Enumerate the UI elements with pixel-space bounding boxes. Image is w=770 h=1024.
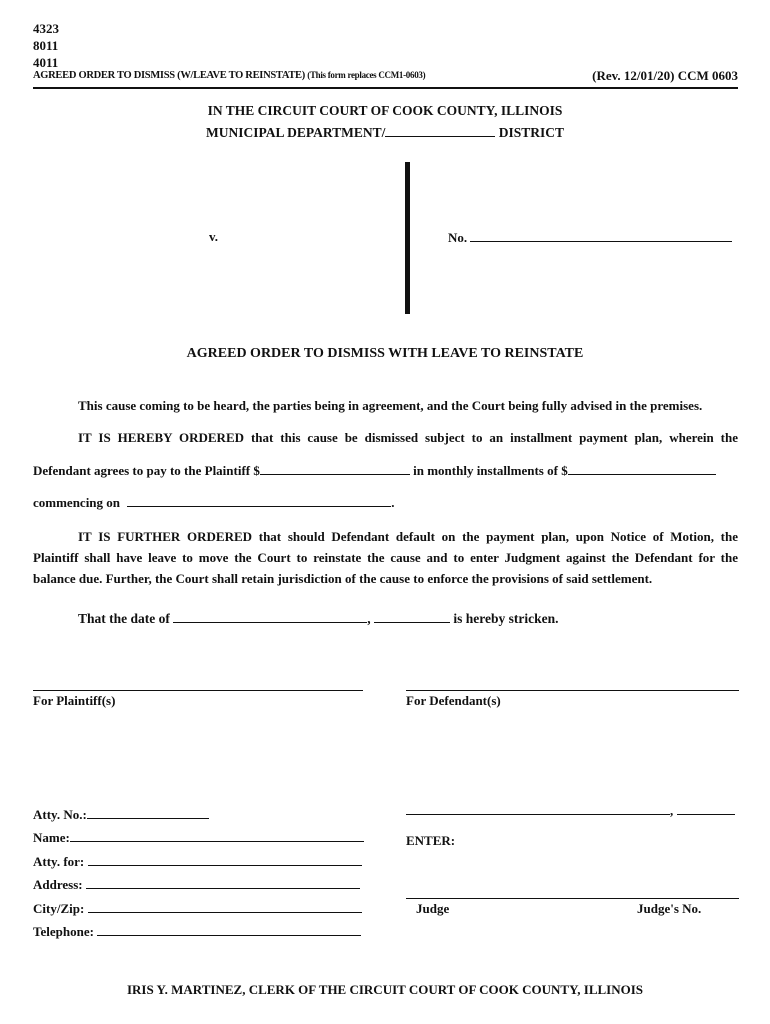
ordered-text-1: that this cause be dismissed subject to an installment payment plan, wherein the	[250, 430, 739, 445]
plaintiff-field[interactable]	[33, 175, 393, 195]
ordered-paragraph-2-line1	[78, 529, 738, 545]
ordered-text-2c: balance due. Further, the Court shall retain jurisdiction of the cause to enforce the provisions of said settlement.	[33, 571, 653, 586]
monthly-amount-field[interactable]	[568, 462, 716, 475]
entry-date-field[interactable]	[406, 802, 670, 815]
plaintiff-signature-field[interactable]	[33, 690, 363, 691]
judge-label: Judge	[416, 901, 450, 916]
comma: ,	[367, 611, 371, 626]
atty-no-field[interactable]	[87, 806, 209, 819]
atty-for-field[interactable]	[88, 853, 362, 866]
payment-middle: in monthly installments of $	[413, 463, 568, 478]
comma: ,	[670, 803, 674, 818]
stricken-date-field[interactable]	[173, 610, 367, 623]
document-title: AGREED ORDER TO DISMISS WITH LEAVE TO REINSTATE	[186, 346, 584, 361]
city-zip-label: City/Zip:	[33, 901, 85, 916]
district-label: DISTRICT	[498, 125, 565, 140]
total-amount-field[interactable]	[260, 462, 410, 475]
case-number-field[interactable]	[470, 229, 732, 242]
ordered-heading-1: IT IS HEREBY ORDERED	[78, 430, 245, 445]
plaintiff-signature-label: For Plaintiff(s)	[33, 693, 116, 708]
form-codes	[33, 20, 59, 71]
judge-number-label: Judge's No.	[637, 901, 702, 916]
department-label: MUNICIPAL DEPARTMENT/	[205, 125, 386, 140]
defendant-signature-field[interactable]	[406, 690, 739, 691]
atty-for-line	[33, 853, 362, 870]
ordered-paragraph-1	[78, 430, 738, 446]
period: .	[391, 495, 395, 510]
address-line	[33, 876, 360, 893]
address-label: Address:	[33, 877, 83, 892]
atty-no-line	[33, 806, 209, 823]
name-line	[33, 829, 364, 846]
form-revision: (Rev. 12/01/20) CCM 0603	[592, 68, 738, 83]
entry-year-field[interactable]	[677, 802, 735, 815]
form-code: 4011	[33, 55, 59, 70]
telephone-line	[33, 923, 361, 940]
form-header	[33, 70, 425, 81]
atty-for-label: Atty. for:	[33, 854, 85, 869]
atty-no-label: Atty. No.:	[33, 807, 87, 822]
name-field[interactable]	[70, 829, 364, 842]
header-rule	[33, 87, 738, 89]
entry-date-line	[406, 802, 735, 819]
defendant-signature-label: For Defendant(s)	[406, 693, 501, 708]
commencing-label: commencing on	[33, 495, 121, 510]
form-code: 4323	[33, 21, 59, 36]
ordered-text-2b: Plaintiff shall have leave to move the Court to reinstate the cause and to enter Judgment against the Defendant for the	[33, 550, 738, 565]
court-name: IN THE CIRCUIT COURT OF COOK COUNTY, ILLINOIS	[207, 103, 563, 118]
intro-paragraph: This cause coming to be heard, the parties being in agreement, and the Court being fully advised in the premises.	[78, 398, 703, 413]
clerk-footer: IRIS Y. MARTINEZ, CLERK OF THE CIRCUIT COURT OF COOK COUNTY, ILLINOIS	[126, 982, 644, 997]
case-number-label: No.	[448, 230, 468, 245]
stricken-line	[78, 610, 738, 627]
form-replaces: (This form replaces CCM1-0603)	[307, 70, 426, 80]
case-number-line	[448, 229, 732, 246]
stricken-suffix: is hereby stricken.	[453, 611, 559, 626]
payment-prefix: Defendant agrees to pay to the Plaintiff $	[33, 463, 260, 478]
name-label: Name:	[33, 830, 70, 845]
address-field[interactable]	[86, 876, 360, 889]
enter-label: ENTER:	[406, 833, 456, 848]
commencing-date-field[interactable]	[127, 494, 391, 507]
telephone-label: Telephone:	[33, 924, 94, 939]
defendant-field[interactable]	[33, 265, 393, 285]
district-field[interactable]	[385, 124, 495, 137]
city-zip-line	[33, 900, 362, 917]
ordered-heading-2: IT IS FURTHER ORDERED	[78, 529, 253, 544]
versus-label: v.	[209, 229, 219, 244]
caption-divider	[405, 162, 410, 314]
ordered-text-2a: that should Defendant default on the payment plan, upon Notice of Motion, the	[258, 529, 738, 544]
telephone-field[interactable]	[97, 923, 361, 936]
form-name: AGREED ORDER TO DISMISS (W/LEAVE TO REINSTATE)	[33, 70, 305, 81]
commencing-line	[33, 494, 738, 511]
stricken-prefix: That the date of	[78, 611, 170, 626]
payment-line	[33, 462, 738, 479]
city-zip-field[interactable]	[88, 900, 362, 913]
form-code: 8011	[33, 38, 59, 53]
department-line	[0, 124, 770, 141]
stricken-time-field[interactable]	[374, 610, 450, 623]
judge-signature-field[interactable]	[406, 898, 739, 899]
